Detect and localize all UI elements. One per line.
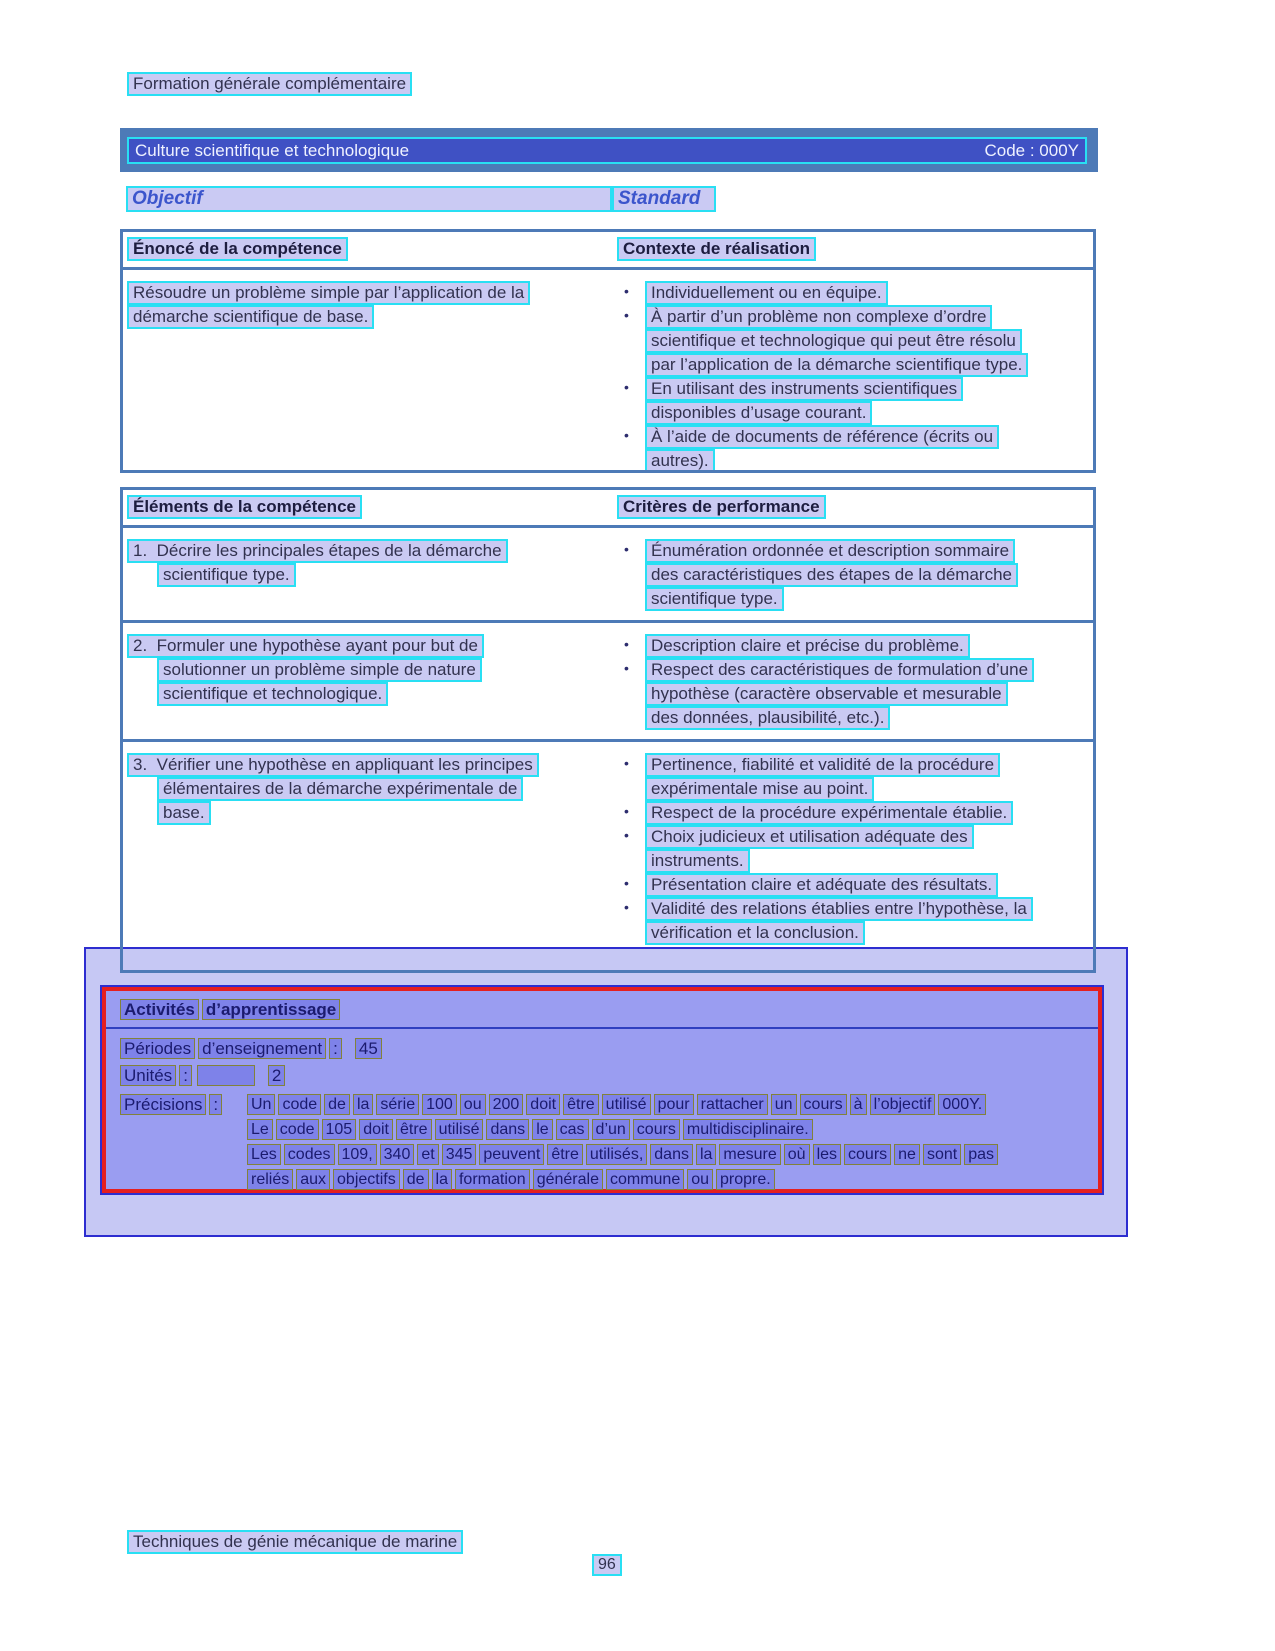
activities-row-precisions xyxy=(120,1094,1088,1190)
word-box: reliés xyxy=(247,1169,293,1190)
text-line-row xyxy=(645,401,1093,425)
word-box: multidisciplinaire. xyxy=(683,1119,813,1140)
element-text xyxy=(127,634,617,730)
bullet-lines xyxy=(645,539,1093,611)
bullet-lines xyxy=(645,897,1093,945)
table1-body-row xyxy=(123,270,1093,473)
bullet-item xyxy=(617,634,1093,658)
highlighted-text-line: vérification et la conclusion. xyxy=(645,921,865,945)
highlighted-text-line: scientifique et technologique. xyxy=(157,682,388,706)
bullet-icon: • xyxy=(624,899,629,915)
word-box: ne xyxy=(894,1144,920,1165)
word-box: dans xyxy=(650,1144,693,1165)
text-line-row xyxy=(645,634,1093,658)
table2-col1-header: Éléments de la compétence xyxy=(127,495,362,519)
highlighted-text-line: des caractéristiques des étapes de la démarche xyxy=(645,563,1018,587)
highlighted-text-line: solutionner un problème simple de nature xyxy=(157,658,482,682)
table2-row xyxy=(123,742,1093,954)
criteres-bullets xyxy=(617,753,1093,945)
text-line-row xyxy=(645,305,1093,329)
periodes-label xyxy=(120,1041,345,1058)
bullet-icon: • xyxy=(624,427,629,443)
highlighted-text-line: démarche scientifique de base. xyxy=(127,305,374,329)
word-box: objectifs xyxy=(333,1169,400,1190)
word-box: utilisé xyxy=(602,1094,651,1115)
word-box: code xyxy=(276,1119,319,1140)
word-box: Un xyxy=(247,1094,275,1115)
objectif-heading: Objectif xyxy=(126,186,612,212)
bullet-item xyxy=(617,305,1093,377)
highlighted-text-line: des données, plausibilité, etc.). xyxy=(645,706,890,730)
bullet-item xyxy=(617,897,1093,945)
page-number-text: 96 xyxy=(592,1554,622,1576)
bullet-icon: • xyxy=(624,755,629,771)
table1-col1-header: Énoncé de la compétence xyxy=(127,237,348,261)
word-box: le xyxy=(532,1119,552,1140)
text-line-row xyxy=(247,1169,1088,1190)
bullet-icon: • xyxy=(624,283,629,299)
word-box: Unités xyxy=(120,1065,176,1086)
word-box: utilisé xyxy=(435,1119,484,1140)
course-code: Code : 000Y xyxy=(984,140,1079,160)
text-line-row xyxy=(645,425,1093,449)
element-text xyxy=(127,753,617,945)
text-line-row xyxy=(127,563,617,587)
highlighted-text-line: scientifique type. xyxy=(645,587,784,611)
document-footer xyxy=(127,1530,463,1554)
precisions-text xyxy=(247,1094,1088,1190)
word-box: et xyxy=(417,1144,438,1165)
section-headings xyxy=(126,186,716,212)
word-box: cas xyxy=(556,1119,589,1140)
text-line-row xyxy=(645,849,1093,873)
header-text: Formation générale complémentaire xyxy=(127,72,412,96)
bullet-item xyxy=(617,377,1093,425)
word-box: propre. xyxy=(716,1169,775,1190)
activities-title-separator xyxy=(106,1027,1098,1029)
word-box: Activités xyxy=(120,999,199,1020)
text-line-row xyxy=(247,1144,1088,1165)
word-box: codes xyxy=(284,1144,335,1165)
highlighted-text-line: base. xyxy=(157,801,211,825)
text-line-row xyxy=(645,539,1093,563)
table1-col2-header: Contexte de réalisation xyxy=(617,237,816,261)
activities-panel-inner xyxy=(102,987,1102,1193)
word-box: être xyxy=(396,1119,432,1140)
text-line-row xyxy=(645,658,1093,682)
word-box: la xyxy=(432,1169,452,1190)
word-box: Précisions xyxy=(120,1094,206,1115)
word-box: la xyxy=(353,1094,373,1115)
word-box: à xyxy=(850,1094,867,1115)
highlighted-text-line: scientifique type. xyxy=(157,563,296,587)
text-line-row xyxy=(127,658,617,682)
unites-label xyxy=(120,1068,195,1085)
word-box: peuvent xyxy=(479,1144,544,1165)
bullet-icon: • xyxy=(624,636,629,652)
element-text xyxy=(127,539,617,611)
text-line-row xyxy=(645,801,1093,825)
bullet-icon: • xyxy=(624,875,629,891)
highlighted-text-line: scientifique et technologique qui peut être résolu xyxy=(645,329,1022,353)
word-box: où xyxy=(784,1144,810,1165)
word-box: doit xyxy=(526,1094,560,1115)
text-line-row xyxy=(645,563,1093,587)
word-box: Périodes xyxy=(120,1038,195,1059)
highlighted-text-line: Individuellement ou en équipe. xyxy=(645,281,888,305)
text-line-row xyxy=(645,897,1093,921)
table2-col2-header: Critères de performance xyxy=(617,495,826,519)
text-line-row xyxy=(645,377,1093,401)
highlighted-text-line: instruments. xyxy=(645,849,750,873)
activities-row-unites xyxy=(120,1065,1088,1086)
word-box: commune xyxy=(606,1169,684,1190)
word-box: dans xyxy=(486,1119,529,1140)
bullet-lines xyxy=(645,801,1093,825)
word-box: les xyxy=(813,1144,841,1165)
bullet-item xyxy=(617,873,1093,897)
word-box: code xyxy=(278,1094,321,1115)
word-box: pas xyxy=(964,1144,998,1165)
word-box: être xyxy=(563,1094,599,1115)
bullet-item xyxy=(617,281,1093,305)
word-box: 200 xyxy=(489,1094,524,1115)
bullet-lines xyxy=(645,634,1093,658)
text-line-row xyxy=(645,682,1093,706)
bullet-icon: • xyxy=(624,307,629,323)
word-box: rattacher xyxy=(697,1094,768,1115)
word-box: : xyxy=(209,1094,222,1115)
word-box: Les xyxy=(247,1144,281,1165)
highlighted-text-line: À partir d’un problème non complexe d’ordre xyxy=(645,305,992,329)
table2-row xyxy=(123,528,1093,620)
bullet-icon: • xyxy=(624,379,629,395)
text-line-row xyxy=(645,329,1093,353)
word-box: Le xyxy=(247,1119,273,1140)
highlighted-text-line: Respect de la procédure expérimentale établie. xyxy=(645,801,1013,825)
title-bar-highlight xyxy=(127,137,1087,164)
bullet-item xyxy=(617,539,1093,611)
highlighted-text-line: Description claire et précise du problème. xyxy=(645,634,970,658)
word-box: générale xyxy=(533,1169,603,1190)
contexte-bullets xyxy=(617,281,1093,473)
bullet-icon: • xyxy=(624,660,629,676)
word-box: 100 xyxy=(422,1094,457,1115)
course-title: Culture scientifique et technologique xyxy=(135,140,410,160)
footer-program-name: Techniques de génie mécanique de marine xyxy=(127,1530,463,1554)
text-line-row xyxy=(645,921,1093,945)
bullet-lines xyxy=(645,825,1093,873)
highlighted-text-line: par l’application de la démarche scientifique type. xyxy=(645,353,1028,377)
word-box: la xyxy=(696,1144,716,1165)
word-box: ou xyxy=(687,1169,713,1190)
text-line-row xyxy=(247,1119,1088,1140)
word-box: 109, xyxy=(338,1144,377,1165)
text-line-row xyxy=(247,1094,1088,1115)
text-line-row xyxy=(127,801,617,825)
highlighted-text-line: Validité des relations établies entre l’hypothèse, la xyxy=(645,897,1033,921)
word-box: d’apprentissage xyxy=(202,999,340,1020)
table1-header xyxy=(123,232,1093,261)
bullet-lines xyxy=(645,873,1093,897)
text-line-row xyxy=(645,825,1093,849)
text-line-row xyxy=(645,873,1093,897)
bullet-icon: • xyxy=(624,541,629,557)
word-box: mesure xyxy=(719,1144,780,1165)
highlighted-text-line: hypothèse (caractère observable et mesurable xyxy=(645,682,1008,706)
unites-value: 2 xyxy=(268,1065,285,1086)
word-box: d’un xyxy=(592,1119,630,1140)
text-line-row xyxy=(645,449,1093,473)
text-line-row xyxy=(645,281,1093,305)
highlighted-text-line: élémentaires de la démarche expérimentale de xyxy=(157,777,523,801)
word-box: cours xyxy=(633,1119,680,1140)
word-box: ou xyxy=(460,1094,486,1115)
standard-heading: Standard xyxy=(612,186,716,212)
bullet-icon: • xyxy=(624,803,629,819)
bullet-item xyxy=(617,801,1093,825)
word-box: cours xyxy=(844,1144,891,1165)
text-line-row xyxy=(645,753,1093,777)
text-line-row xyxy=(127,753,617,777)
word-box: : xyxy=(329,1038,342,1059)
highlighted-text-line: Énumération ordonnée et description sommaire xyxy=(645,539,1015,563)
periodes-value: 45 xyxy=(355,1038,382,1059)
word-box: 105 xyxy=(322,1119,357,1140)
text-line-row xyxy=(127,539,617,563)
bullet-lines xyxy=(645,658,1093,730)
document-header xyxy=(127,72,412,96)
bullet-lines xyxy=(645,377,1093,425)
word-box: être xyxy=(547,1144,583,1165)
text-line-row xyxy=(127,777,617,801)
title-bar xyxy=(120,128,1098,172)
text-line-row xyxy=(645,706,1093,730)
elements-table xyxy=(120,487,1096,973)
highlighted-text-line: Respect des caractéristiques de formulation d’une xyxy=(645,658,1034,682)
bullet-lines xyxy=(645,753,1093,801)
word-box: pour xyxy=(654,1094,694,1115)
word-box: cours xyxy=(800,1094,847,1115)
word-box: d’enseignement xyxy=(198,1038,326,1059)
bullet-icon: • xyxy=(624,827,629,843)
precisions-label xyxy=(120,1094,225,1115)
word-box: de xyxy=(324,1094,350,1115)
highlighted-text-line: Présentation claire et adéquate des résultats. xyxy=(645,873,998,897)
highlighted-text-line: autres). xyxy=(645,449,715,473)
bullet-item xyxy=(617,825,1093,873)
text-line-row xyxy=(127,682,617,706)
activities-row-periodes xyxy=(120,1038,1088,1059)
text-line-row xyxy=(645,587,1093,611)
word-box: de xyxy=(403,1169,429,1190)
bullet-item xyxy=(617,425,1093,473)
bullet-item xyxy=(617,753,1093,801)
word-box: 000Y. xyxy=(938,1094,986,1115)
text-line-row xyxy=(127,305,617,329)
enonce-text xyxy=(127,281,617,473)
word-box: 345 xyxy=(442,1144,477,1165)
word-box: l’objectif xyxy=(870,1094,936,1115)
competence-table xyxy=(120,229,1096,473)
highlighted-text-line: 2. Formuler une hypothèse ayant pour but de xyxy=(127,634,484,658)
word-box: : xyxy=(179,1065,192,1086)
text-line-row xyxy=(127,281,617,305)
highlighted-text-line: À l’aide de documents de référence (écrits ou xyxy=(645,425,999,449)
table2-row xyxy=(123,623,1093,739)
table2-body xyxy=(123,528,1093,954)
criteres-bullets xyxy=(617,634,1093,730)
criteres-bullets xyxy=(617,539,1093,611)
highlighted-text-line: 3. Vérifier une hypothèse en appliquant les principes xyxy=(127,753,539,777)
word-box: aux xyxy=(296,1169,330,1190)
activities-title xyxy=(120,999,1088,1020)
bullet-item xyxy=(617,658,1093,730)
highlighted-text-line: 1. Décrire les principales étapes de la démarche xyxy=(127,539,508,563)
empty-highlight-box xyxy=(197,1065,255,1086)
bullet-lines xyxy=(645,425,1093,473)
highlighted-text-line: Résoudre un problème simple par l’application de la xyxy=(127,281,530,305)
highlighted-text-line: Choix judicieux et utilisation adéquate des xyxy=(645,825,974,849)
bullet-lines xyxy=(645,281,1093,305)
word-box: sont xyxy=(923,1144,961,1165)
highlighted-text-line: Pertinence, fiabilité et validité de la procédure xyxy=(645,753,1000,777)
word-box: série xyxy=(376,1094,419,1115)
word-box: un xyxy=(771,1094,797,1115)
word-box: 340 xyxy=(380,1144,415,1165)
word-box: formation xyxy=(455,1169,530,1190)
text-line-row xyxy=(645,353,1093,377)
word-box: doit xyxy=(359,1119,393,1140)
activities-panel xyxy=(100,985,1104,1195)
table2-header xyxy=(123,490,1093,519)
page-number xyxy=(592,1554,622,1576)
highlighted-text-line: En utilisant des instruments scientifiques xyxy=(645,377,963,401)
text-line-row xyxy=(645,777,1093,801)
highlighted-text-line: expérimentale mise au point. xyxy=(645,777,874,801)
bullet-lines xyxy=(645,305,1093,377)
word-box: utilisés, xyxy=(586,1144,647,1165)
highlighted-text-line: disponibles d’usage courant. xyxy=(645,401,872,425)
text-line-row xyxy=(127,634,617,658)
